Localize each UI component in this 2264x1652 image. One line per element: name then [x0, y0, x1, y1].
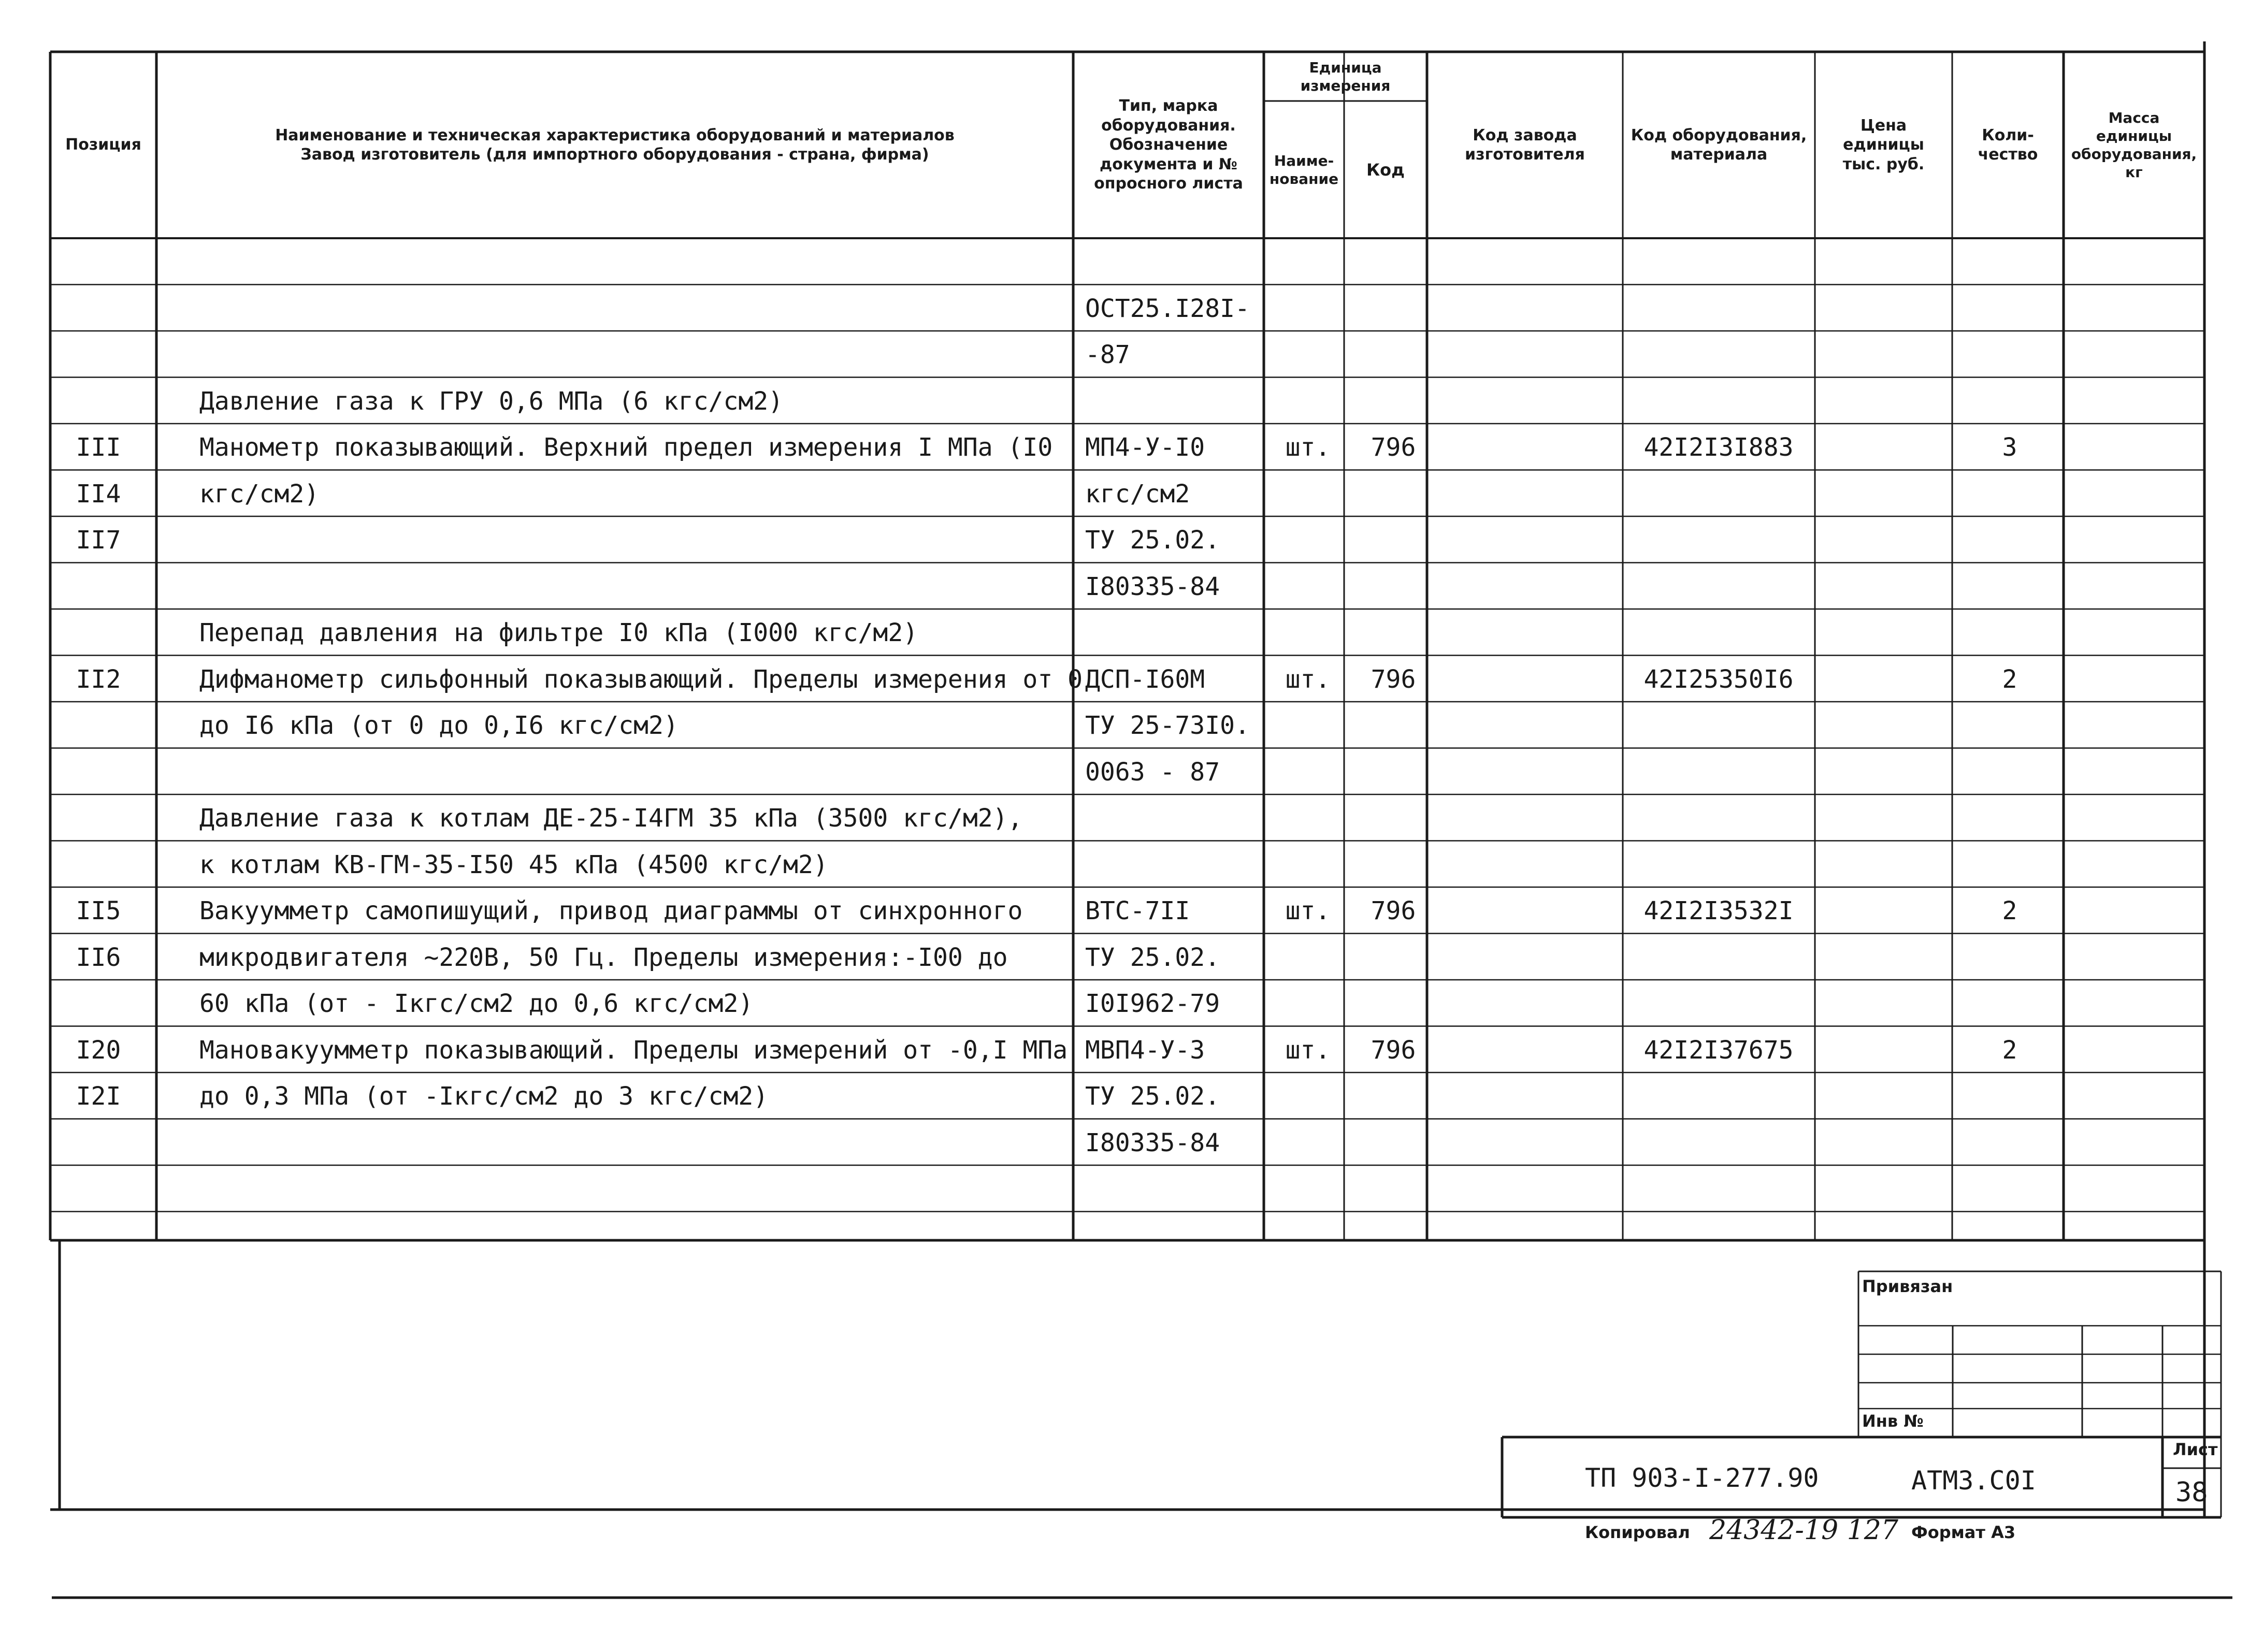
header-unit-group: Единица измерения — [1300, 59, 1391, 94]
header-type: Тип, марка оборудования. Обозначение документа и № опросного листа — [1094, 97, 1243, 193]
row-equipment-code: 42I2I3532I — [1643, 896, 1794, 925]
row-type: МП4-У-I0 — [1085, 433, 1205, 462]
row-type: ТУ 25.02. — [1085, 943, 1220, 972]
header-equipment-code: Код оборудования, материала — [1631, 126, 1807, 164]
document-code: ТП 903-I-277.90 — [1585, 1463, 1819, 1493]
format-label: Формат А3 — [1911, 1523, 2016, 1542]
header-quantity: Коли- чество — [1978, 126, 2038, 164]
row-name: Давление газа к котлам ДЕ-25-I4ГМ 35 кПа (3500 кгс/м2), — [199, 804, 1023, 833]
row-name: Мановакуумметр показывающий. Пределы измерений от -0,I МПа — [199, 1035, 1068, 1065]
header-price: Цена единицы тыс. руб. — [1842, 116, 1925, 173]
row-name: до I6 кПа (от 0 до 0,I6 кгс/см2) — [199, 711, 679, 740]
row-name: кгс/см2) — [199, 479, 320, 509]
inv-label: Инв № — [1862, 1411, 1924, 1431]
row-position: II4 — [76, 479, 121, 509]
row-type: ВТС-7II — [1085, 896, 1190, 925]
row-type: ТУ 25-73I0. — [1085, 711, 1250, 740]
row-quantity: 2 — [2002, 1035, 2017, 1065]
row-type: I0I962-79 — [1085, 989, 1220, 1018]
row-unit-name: шт. — [1285, 1035, 1331, 1065]
document-mark: АТМ3.С0I — [1911, 1466, 2036, 1496]
privyazan-label: Привязан — [1862, 1277, 1953, 1296]
header-position: Позиция — [65, 136, 141, 154]
row-position: II7 — [76, 526, 121, 555]
row-type: кгс/см2 — [1085, 479, 1190, 509]
row-unit-code: 796 — [1371, 1035, 1416, 1065]
row-equipment-code: 42I2I3I883 — [1643, 433, 1794, 462]
row-type: ДСП-I60М — [1085, 664, 1205, 694]
row-unit-code: 796 — [1371, 664, 1416, 694]
row-position: II5 — [76, 896, 121, 925]
row-equipment-code: 42I25350I6 — [1643, 664, 1794, 694]
row-type: I80335-84 — [1085, 572, 1220, 601]
row-position: II6 — [76, 943, 121, 972]
row-type: МВП4-У-3 — [1085, 1035, 1205, 1065]
row-name: Перепад давления на фильтре I0 кПа (I000 кгс/м2) — [199, 618, 918, 647]
row-type: I80335-84 — [1085, 1128, 1220, 1157]
header-unit-name: Наиме- нование — [1269, 152, 1339, 187]
row-type: ТУ 25.02. — [1085, 1082, 1220, 1111]
header-mass: Масса единицы оборудования, кг — [2071, 109, 2197, 181]
row-position: I2I — [76, 1082, 121, 1111]
row-unit-name: шт. — [1285, 664, 1331, 694]
row-type: ТУ 25.02. — [1085, 526, 1220, 555]
row-unit-code: 796 — [1371, 896, 1416, 925]
row-type: ОСТ25.I28I- — [1085, 294, 1250, 323]
row-name: до 0,3 МПа (от -Iкгс/см2 до 3 кгс/см2) — [199, 1082, 769, 1111]
row-name: к котлам КВ-ГМ-35-I50 45 кПа (4500 кгс/м2) — [199, 850, 828, 879]
row-type: -87 — [1085, 340, 1130, 369]
row-name: Дифманометр сильфонный показывающий. Пределы измерения от 0 — [199, 664, 1083, 694]
row-name: микродвигателя ~220В, 50 Гц. Пределы измерения:-I00 до — [199, 943, 1008, 972]
row-name: Манометр показывающий. Верхний предел измерения I МПа (I0 — [199, 433, 1053, 462]
row-name: Давление газа к ГРУ 0,6 МПа (6 кгс/см2) — [199, 386, 784, 416]
row-quantity: 3 — [2002, 433, 2017, 462]
row-equipment-code: 42I2I37675 — [1643, 1035, 1794, 1065]
handwritten-number: 24342-19 127 — [1709, 1515, 1898, 1546]
row-unit-name: шт. — [1285, 433, 1331, 462]
header-name: Наименование и техническая характеристика оборудований и материалов Завод изготовитель (для импортного оборудования - страна, фирма) — [275, 126, 955, 164]
row-name: Вакуумметр самопишущий, привод диаграммы от синхронного — [199, 896, 1023, 925]
header-unit-code: Код — [1366, 160, 1405, 180]
row-unit-code: 796 — [1371, 433, 1416, 462]
row-quantity: 2 — [2002, 896, 2017, 925]
sheet-number: 38 — [2175, 1477, 2208, 1508]
row-quantity: 2 — [2002, 664, 2017, 694]
row-type: 0063 - 87 — [1085, 757, 1220, 787]
row-position: I20 — [76, 1035, 121, 1065]
row-name: 60 кПа (от - Iкгс/см2 до 0,6 кгс/см2) — [199, 989, 754, 1018]
copied-label: Копировал — [1585, 1523, 1690, 1542]
sheet-label: Лист — [2173, 1440, 2218, 1459]
row-position: II2 — [76, 664, 121, 694]
row-unit-name: шт. — [1285, 896, 1331, 925]
header-maker-code: Код завода изготовителя — [1465, 126, 1585, 164]
row-position: III — [76, 433, 121, 462]
